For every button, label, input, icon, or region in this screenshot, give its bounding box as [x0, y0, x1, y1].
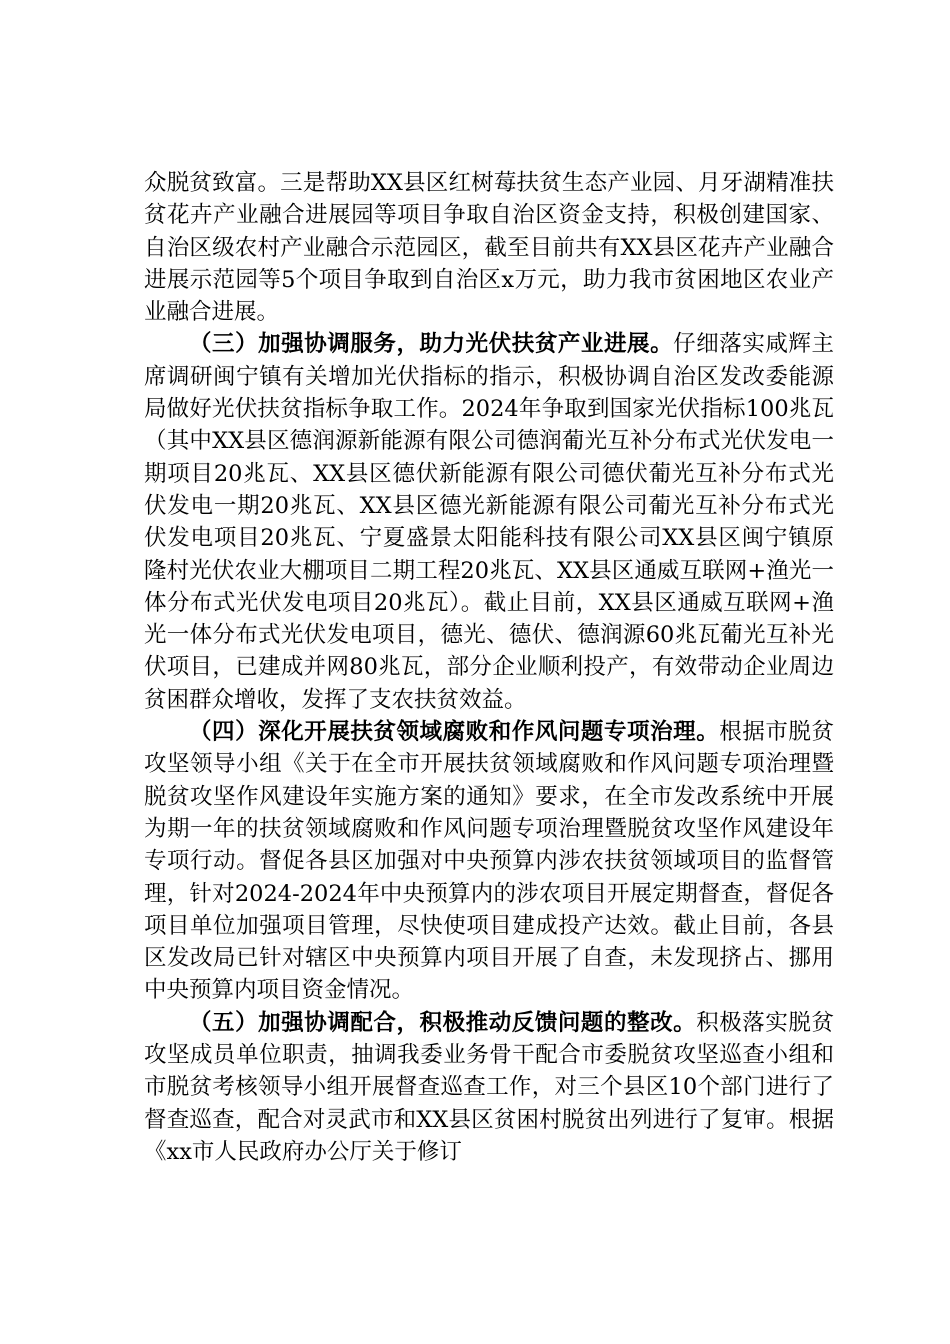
paragraph-text: 仔细落实咸辉主席调研闽宁镇有关增加光伏指标的指示，积极协调自治区发改委能源局做好光伏扶贫指标争取工作。2024年争取到国家光伏指标100兆瓦（其中XX县区德润源新能源有限公司德润葡光互补分布式光伏发电一期项目20兆瓦、XX县区德伏新能源有限公司德伏葡光互补分布式光伏发电一期20兆瓦、XX县区德光新能源有限公司葡光互补分布式光伏发电项目20兆瓦、宁夏盛景太阳能科技有限公司XX县区闽宁镇原隆村光伏农业大棚项目二期工程20兆瓦、XX县区通威互联网+渔光一体分布式光伏发电项目20兆瓦）。截止目前，XX县区通威互联网+渔光一体分布式光伏发电项目，德光、德伏、德润源60兆瓦葡光互补光伏项目，已建成并网80兆瓦，部分企业顺利投产，有效带动企业周边贫困群众增收，发挥了支农扶贫效益。 [144, 331, 834, 713]
paragraph-section-5 [144, 1007, 834, 1168]
paragraph-text: 根据市脱贫攻坚领导小组《关于在全市开展扶贫领域腐败和作风问题专项治理暨脱贫攻坚作风建设年实施方案的通知》要求，在全市发改系统中开展为期一年的扶贫领域腐败和作风问题专项治理暨脱贫攻坚作风建设年专项行动。督促各县区加强对中央预算内涉农扶贫领域项目的监督管理，针对2024-2024年中央预算内的涉农项目开展定期督查，督促各项目单位加强项目管理，尽快使项目建成投产达效。截止目前，各县区发改局已针对辖区中央预算内项目开展了自查，未发现挤占、挪用中央预算内项目资金情况。 [144, 719, 834, 1004]
document-page [144, 167, 834, 1168]
section-heading: （四）深化开展扶贫领域腐败和作风问题专项治理。 [189, 719, 720, 746]
paragraph-text: 积极落实脱贫攻坚成员单位职责，抽调我委业务骨干配合市委脱贫攻坚巡查小组和市脱贫考核领导小组开展督查巡查工作，对三个县区10个部门进行了督查巡查，配合对灵武市和XX县区贫困村脱贫出列进行了复审。根据《xx市人民政府办公厅关于修订 [144, 1009, 834, 1165]
paragraph-continuation [144, 167, 834, 328]
paragraph-section-3 [144, 328, 834, 716]
section-heading: （三）加强协调服务，助力光伏扶贫产业进展。 [189, 331, 674, 358]
paragraph-section-4 [144, 716, 834, 1007]
paragraph-text: 众脱贫致富。三是帮助XX县区红树莓扶贫生态产业园、月牙湖精准扶贫花卉产业融合进展园等项目争取自治区资金支持，积极创建国家、自治区级农村产业融合示范园区，截至目前共有XX县区花卉产业融合进展示范园等5个项目争取到自治区x万元，助力我市贫困地区农业产业融合进展。 [144, 170, 834, 326]
section-heading: （五）加强协调配合，积极推动反馈问题的整改。 [189, 1009, 697, 1036]
